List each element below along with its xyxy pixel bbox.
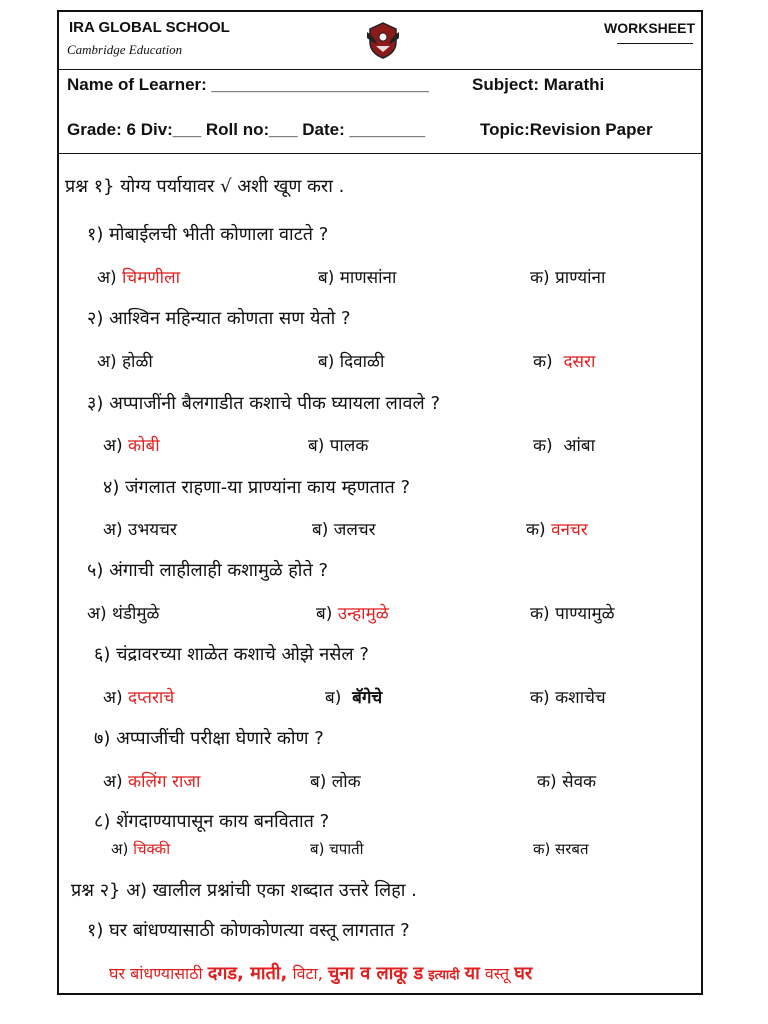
option-c: क) वनचर — [526, 520, 588, 540]
worksheet-label: WORKSHEET — [604, 20, 695, 36]
option-a: अ) उभयचर — [103, 520, 177, 540]
question-3: ३) अप्पाजींनी बैलगाडीत कशाचे पीक घ्यायला लावले ? — [87, 393, 440, 414]
school-subtitle: Cambridge Education — [67, 42, 183, 57]
correct-answer: दप्तराचे — [128, 688, 175, 708]
section1-heading: प्रश्न १} योग्य पर्यायावर √ अशी खूण करा . — [65, 176, 345, 197]
question-2: २) आश्विन महिन्यात कोणता सण येतो ? — [87, 308, 351, 329]
correct-answer: दसरा — [563, 352, 596, 372]
option-b: ब) दिवाळी — [318, 352, 385, 372]
topic-label: Topic:Revision Paper — [480, 120, 653, 139]
question-2-1: १) घर बांधण्यासाठी कोणकोणत्या वस्तू लागतात ? — [87, 920, 410, 941]
answer-line: घर बांधण्यासाठी दगड, माती, विटा, चुना व लाकू ड इत्यादी या वस्तू घर — [109, 963, 533, 984]
option-b: ब) जलचर — [312, 520, 376, 540]
question-6: ६) चंद्रावरच्या शाळेत कशाचे ओझे नसेल ? — [94, 644, 369, 665]
option-c: क) आंबा — [533, 436, 595, 456]
worksheet-blank — [617, 42, 693, 44]
option-b: ब) उन्हामुळे — [316, 604, 389, 624]
option-c: क) पाण्यामुळे — [530, 604, 615, 624]
school-crest-icon — [365, 20, 401, 60]
school-name: IRA GLOBAL SCHOOL — [69, 19, 230, 36]
correct-answer: वनचर — [551, 520, 588, 540]
correct-answer: कोबी — [128, 436, 160, 456]
section2-heading: प्रश्न २} अ) खालील प्रश्नांची एका शब्दात उत्तरे लिहा . — [71, 880, 417, 901]
option-b: ब) बॅगेचे — [325, 688, 383, 708]
grade-line: Grade: 6 Div:___ Roll no:___ Date: ________ — [67, 120, 426, 139]
option-b: ब) चपाती — [310, 840, 364, 858]
option-a: अ) कलिंग राजा — [103, 772, 201, 792]
option-c: क) कशाचेच — [530, 688, 606, 708]
option-b: ब) लोक — [310, 772, 361, 792]
name-of-learner: Name of Learner: _______________________ — [67, 75, 429, 94]
option-a: अ) चिमणीला — [97, 268, 181, 288]
option-a: अ) होळी — [97, 352, 153, 372]
correct-answer: चिक्की — [133, 840, 171, 858]
question-7: ७) अप्पाजींची परीक्षा घेणारे कोण ? — [94, 728, 324, 749]
option-a: अ) चिक्की — [111, 840, 171, 858]
option-c: क) सेवक — [537, 772, 597, 792]
subject-label: Subject: Marathi — [472, 75, 605, 94]
divider — [59, 69, 701, 70]
question-4: ४) जंगलात राहणा-या प्राण्यांना काय म्हणतात ? — [103, 477, 411, 498]
option-b: ब) माणसांना — [318, 268, 397, 288]
correct-answer: उन्हामुळे — [337, 604, 389, 624]
correct-answer: चिमणीला — [122, 268, 181, 288]
option-c: क) प्राण्यांना — [530, 268, 606, 288]
option-a: अ) थंडीमुळे — [87, 604, 160, 624]
option-a: अ) दप्तराचे — [103, 688, 175, 708]
question-1: १) मोबाईलची भीती कोणाला वाटते ? — [87, 224, 329, 245]
option-b: ब) पालक — [308, 436, 369, 456]
divider — [59, 153, 701, 154]
question-5: ५) अंगाची लाहीलाही कशामुळे होते ? — [87, 560, 329, 581]
correct-answer: कलिंग राजा — [128, 772, 201, 792]
question-8: ८) शेंगदाण्यापासून काय बनवितात ? — [94, 811, 330, 832]
option-c: क) दसरा — [533, 352, 596, 372]
option-c: क) सरबत — [533, 840, 589, 858]
worksheet-page — [57, 10, 703, 995]
option-a: अ) कोबी — [103, 436, 160, 456]
